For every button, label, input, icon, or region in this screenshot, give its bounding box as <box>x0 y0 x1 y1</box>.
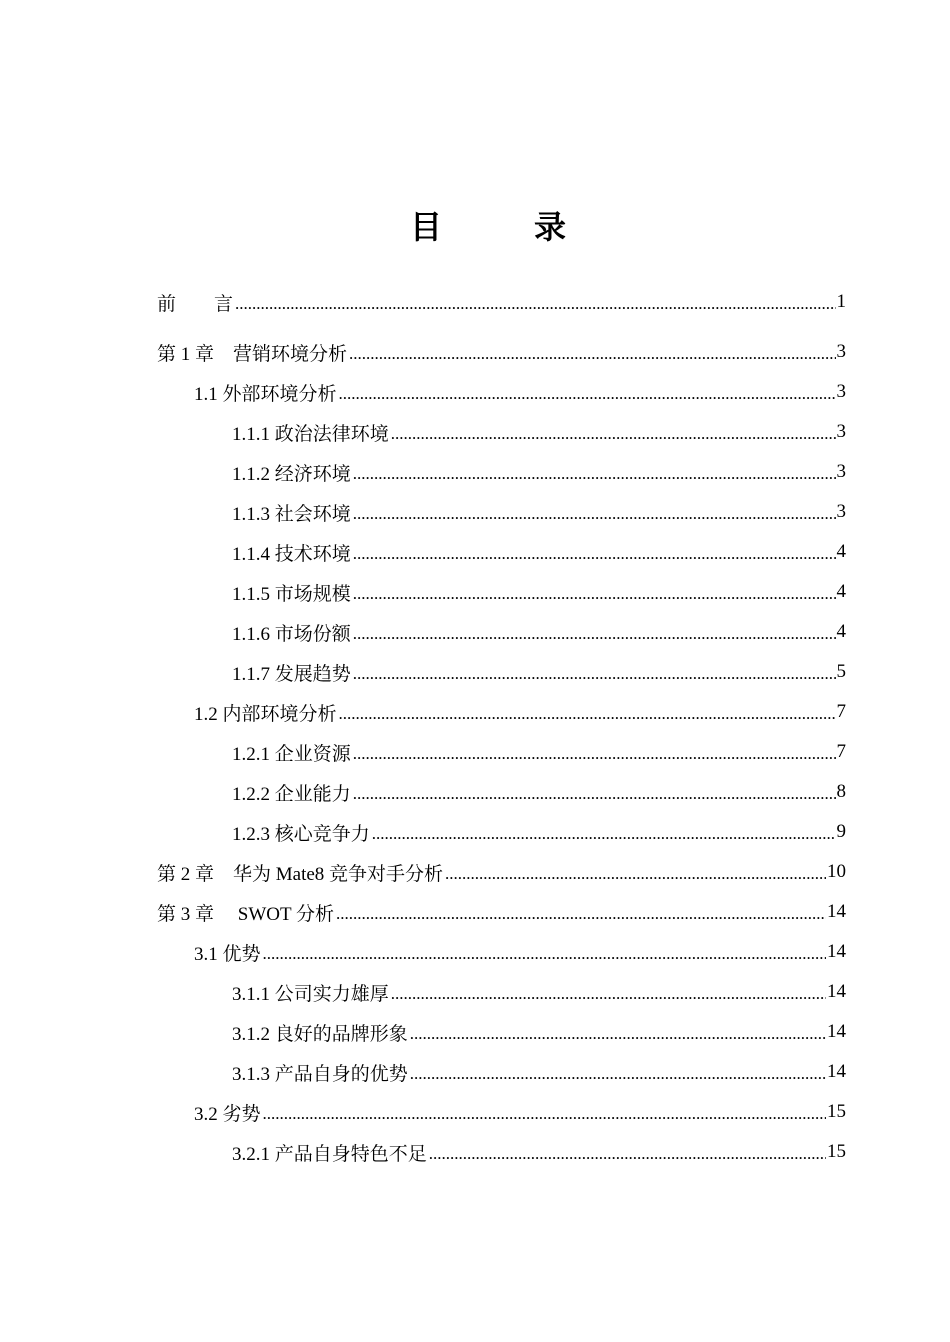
toc-entry[interactable] <box>232 612 846 652</box>
toc-entry-page: 14 <box>827 1021 846 1042</box>
toc-entry-page: 5 <box>836 661 846 682</box>
toc-entry[interactable] <box>232 1012 846 1052</box>
toc-entry-label: 1.1.3 社会环境 <box>232 503 351 525</box>
toc-entry[interactable] <box>232 532 846 572</box>
toc-entry-label: 1.2 内部环境分析 <box>194 703 337 725</box>
toc-entry-page: 3 <box>836 461 846 482</box>
toc-entry[interactable] <box>194 372 846 412</box>
toc-entry-page: 3 <box>836 501 846 522</box>
toc-entry[interactable] <box>232 1052 846 1092</box>
toc-entry[interactable] <box>232 732 846 772</box>
toc-leader-dots <box>353 784 836 804</box>
toc-entry-label: 1.1 外部环境分析 <box>194 383 337 405</box>
toc-entry[interactable] <box>232 772 846 812</box>
toc-entry-page: 14 <box>827 981 846 1002</box>
toc-entry-page: 15 <box>827 1101 846 1122</box>
toc-entry-page: 9 <box>836 821 846 842</box>
toc-entry[interactable] <box>157 282 846 322</box>
toc-entry[interactable] <box>232 452 846 492</box>
toc-entry[interactable] <box>232 812 846 852</box>
toc-leader-dots <box>445 864 826 884</box>
toc-leader-dots <box>349 344 835 364</box>
toc-entry-page: 3 <box>836 421 846 442</box>
toc-leader-dots <box>235 294 835 314</box>
toc-leader-dots <box>391 424 836 444</box>
toc-entry-page: 10 <box>827 861 846 882</box>
toc-entry-label: 1.1.7 发展趋势 <box>232 663 351 685</box>
toc-entry[interactable] <box>232 972 846 1012</box>
toc-entry[interactable] <box>194 692 846 732</box>
toc-entry-page: 3 <box>836 341 846 362</box>
toc-entry-page: 14 <box>827 1061 846 1082</box>
toc-entry-label: 1.2.1 企业资源 <box>232 743 351 765</box>
toc-entry-label: 3.1 优势 <box>194 943 261 965</box>
toc-leader-dots <box>353 504 836 524</box>
toc-entry-label: 1.1.2 经济环境 <box>232 463 351 485</box>
toc-entry-page: 14 <box>827 901 846 922</box>
toc-entry-label: 1.2.2 企业能力 <box>232 783 351 805</box>
toc-leader-dots <box>339 704 836 724</box>
toc-entry[interactable] <box>194 1092 846 1132</box>
toc-entry-label: 前 言 <box>157 293 234 315</box>
toc-entry-label: 3.1.1 公司实力雄厚 <box>232 983 389 1005</box>
toc-entry-label: 3.1.3 产品自身的优势 <box>232 1063 408 1085</box>
toc-entry[interactable] <box>232 412 846 452</box>
toc-leader-dots <box>339 384 836 404</box>
toc-entry-page: 7 <box>836 701 846 722</box>
toc-entry-page: 1 <box>836 291 846 312</box>
toc-leader-dots <box>410 1064 826 1084</box>
toc-entry-page: 7 <box>836 741 846 762</box>
toc-entry-label: 第 1 章 营销环境分析 <box>157 343 348 365</box>
toc-entry-page: 4 <box>836 581 846 602</box>
toc-entry-page: 15 <box>827 1141 846 1162</box>
toc-entry[interactable] <box>232 492 846 532</box>
toc-entry[interactable] <box>232 1132 846 1172</box>
toc-entry-label: 1.1.4 技术环境 <box>232 543 351 565</box>
toc-entry-label: 1.2.3 核心竞争力 <box>232 823 370 845</box>
toc-leader-dots <box>391 984 826 1004</box>
toc-entry[interactable] <box>194 932 846 972</box>
toc-entry-page: 14 <box>827 941 846 962</box>
toc-entry[interactable] <box>157 852 846 892</box>
toc-entry-page: 4 <box>836 541 846 562</box>
toc-leader-dots <box>263 944 826 964</box>
table-of-contents <box>0 282 950 1172</box>
toc-leader-dots <box>353 584 836 604</box>
toc-leader-dots <box>353 664 836 684</box>
toc-entry-page: 4 <box>836 621 846 642</box>
toc-entry-label: 3.1.2 良好的品牌形象 <box>232 1023 408 1045</box>
toc-entry[interactable] <box>157 892 846 932</box>
toc-leader-dots <box>372 824 836 844</box>
toc-entry-page: 3 <box>836 381 846 402</box>
toc-title: 目 录 <box>409 208 596 246</box>
toc-entry-label: 3.2 劣势 <box>194 1103 261 1125</box>
toc-leader-dots <box>353 464 836 484</box>
toc-entry-label: 第 2 章 华为 Mate8 竞争对手分析 <box>157 863 444 885</box>
toc-leader-dots <box>263 1104 826 1124</box>
toc-entry-label: 3.2.1 产品自身特色不足 <box>232 1143 427 1165</box>
toc-entry[interactable] <box>157 332 846 372</box>
toc-leader-dots <box>429 1144 826 1164</box>
toc-entry-label: 第 3 章 SWOT 分析 <box>157 903 334 925</box>
toc-entry-label: 1.1.6 市场份额 <box>232 623 351 645</box>
toc-leader-dots <box>336 904 826 924</box>
toc-leader-dots <box>410 1024 826 1044</box>
toc-leader-dots <box>353 544 836 564</box>
toc-entry[interactable] <box>232 652 846 692</box>
toc-entry-label: 1.1.5 市场规模 <box>232 583 351 605</box>
toc-entry-label: 1.1.1 政治法律环境 <box>232 423 389 445</box>
toc-entry-page: 8 <box>836 781 846 802</box>
toc-leader-dots <box>353 744 836 764</box>
toc-leader-dots <box>353 624 836 644</box>
toc-entry[interactable] <box>232 572 846 612</box>
